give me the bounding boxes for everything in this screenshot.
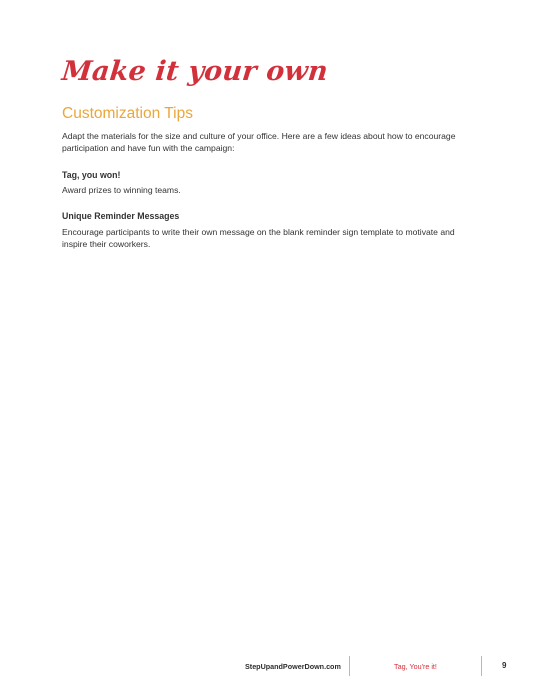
- footer-site-link[interactable]: StepUpandPowerDown.com: [245, 662, 341, 671]
- tip-heading-unique-reminder: Unique Reminder Messages: [62, 211, 180, 221]
- footer-divider: [481, 656, 482, 676]
- page-number: 9: [502, 661, 507, 670]
- footer-divider: [349, 656, 350, 676]
- tip-text-unique-reminder: Encourage participants to write their own message on the blank reminder sign template to motivate and inspire their coworkers.: [62, 227, 455, 250]
- footer-tagline: Tag, You're it!: [394, 662, 437, 671]
- intro-paragraph: Adapt the materials for the size and culture of your office. Here are a few ideas about how to encourage participation and have fun with the campaign:: [62, 131, 456, 154]
- page-footer: [0, 655, 537, 679]
- tip-text-tag-you-won: Award prizes to winning teams.: [62, 185, 181, 195]
- script-title: Make it your own: [60, 56, 330, 87]
- tip-heading-tag-you-won: Tag, you won!: [62, 170, 121, 180]
- section-subtitle: Customization Tips: [62, 105, 193, 122]
